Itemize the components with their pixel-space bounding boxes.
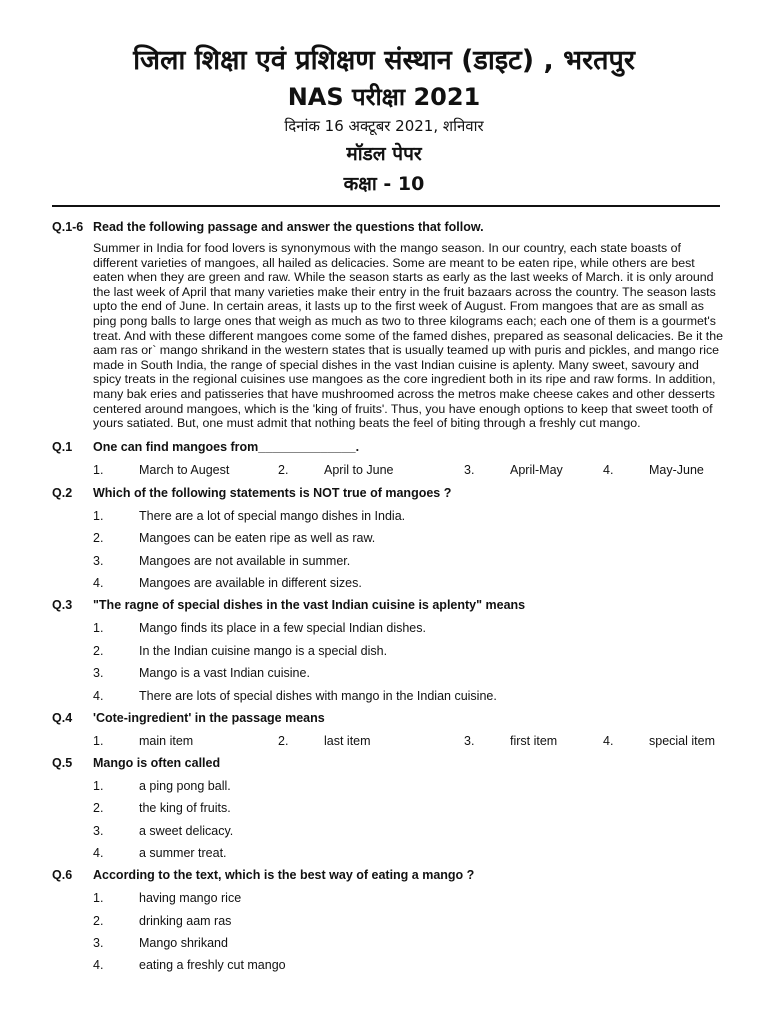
option-text: Mango is a vast Indian cuisine. bbox=[139, 666, 310, 680]
question-text: 'Cote-ingredient' in the passage means bbox=[93, 711, 325, 725]
option-text: April-May bbox=[510, 463, 563, 477]
option-text: having mango rice bbox=[139, 891, 242, 905]
option-number: 2. bbox=[93, 914, 104, 928]
question-number: Q.5 bbox=[52, 756, 73, 770]
passage-instruction: Read the following passage and answer the questions that follow. bbox=[93, 220, 484, 234]
option-number: 1. bbox=[93, 621, 104, 635]
option-text: There are a lot of special mango dishes in India. bbox=[139, 509, 406, 523]
paper-type: मॉडल पेपर bbox=[346, 143, 422, 165]
option-text: a ping pong ball. bbox=[139, 779, 231, 793]
header-divider bbox=[52, 205, 720, 207]
option-text: May-June bbox=[649, 463, 704, 477]
option-text: drinking aam ras bbox=[139, 914, 232, 928]
question-number: Q.2 bbox=[52, 486, 73, 500]
option-number: 2. bbox=[278, 734, 289, 748]
option-text: main item bbox=[139, 734, 194, 748]
option-number: 4. bbox=[93, 846, 104, 860]
option-number: 2. bbox=[93, 644, 104, 658]
option-number: 1. bbox=[93, 891, 104, 905]
option-text: last item bbox=[324, 734, 371, 748]
option-text: a summer treat. bbox=[139, 846, 227, 860]
question-text: Which of the following statements is NOT true of mangoes ? bbox=[93, 486, 452, 500]
option-number: 1. bbox=[93, 509, 104, 523]
question-number: Q.4 bbox=[52, 711, 73, 725]
option-text: Mangoes are available in different sizes. bbox=[139, 576, 362, 590]
option-text: April to June bbox=[324, 463, 394, 477]
class-label: कक्षा - 10 bbox=[343, 173, 425, 195]
option-text: Mangoes can be eaten ripe as well as raw. bbox=[139, 531, 376, 545]
option-text: There are lots of special dishes with mango in the Indian cuisine. bbox=[139, 689, 497, 703]
question-text: According to the text, which is the best way of eating a mango ? bbox=[93, 868, 475, 882]
passage-text: Summer in India for food lovers is synonymous with the mango season. In our country, each state boasts of different varieties of mangoes, all hailed as delicacies. Some are meant to be eaten ripe, while others are best eaten when they are green and raw. While the season starts as early as the last weeks of March. it is only around the last week of April that many varieties make their entry in the fruit bazaars across the country. The season lasts upto the end of June. In certain areas, it lasts up to the first week of August. From mangoes that are as small as ping pong balls to large ones that weigh as much as two to three kilograms each; each one of them is a gourmet's treat. And with these different mangoes come some of the famed dishes, prepared as seasonal delicacies. Be it the aam ras or` mango shrikand in the western states that is usually teamed up with puris and pickles, and mango rice made in South India, the range of special dishes in the vast Indian cuisine is aplenty. Many sweet, savoury and spicy treats in the regional cuisines use mangoes as the core ingredient both in its ripe and raw forms. In addition, many bak eries and patisseries that have mushroomed across the metros make cheese cakes and other desserts centered around mangoes, which is the 'king of fruits'. Thus, you have enough options to keep that sweet tooth of yours satiated. But, one must admit that nothing beats the feel of biting through a freshly cut mango. bbox=[93, 241, 723, 431]
question-number: Q.6 bbox=[52, 868, 73, 882]
option-number: 4. bbox=[93, 689, 104, 703]
option-number: 4. bbox=[93, 576, 104, 590]
option-text: Mangoes are not available in summer. bbox=[139, 554, 351, 568]
option-number: 2. bbox=[93, 531, 104, 545]
option-number: 4. bbox=[93, 958, 104, 972]
option-number: 3. bbox=[464, 463, 475, 477]
institute-title: जिला शिक्षा एवं प्रशिक्षण संस्थान (डाइट) , भरतपुर bbox=[133, 45, 635, 76]
option-number: 4. bbox=[603, 463, 614, 477]
option-number: 3. bbox=[93, 666, 104, 680]
question-number: Q.3 bbox=[52, 598, 73, 612]
exam-date: दिनांक 16 अक्टूबर 2021, शनिवार bbox=[284, 117, 484, 135]
option-text: Mango finds its place in a few special Indian dishes. bbox=[139, 621, 426, 635]
option-number: 4. bbox=[603, 734, 614, 748]
option-number: 3. bbox=[93, 936, 104, 950]
option-text: eating a freshly cut mango bbox=[139, 958, 286, 972]
exam-title: NAS परीक्षा 2021 bbox=[287, 83, 481, 111]
question-number: Q.1 bbox=[52, 440, 73, 454]
option-text: Mango shrikand bbox=[139, 936, 228, 950]
option-text: first item bbox=[510, 734, 558, 748]
option-text: In the Indian cuisine mango is a special dish. bbox=[139, 644, 388, 658]
option-text: March to Augest bbox=[139, 463, 230, 477]
option-text: the king of fruits. bbox=[139, 801, 231, 815]
question-text: One can find mangoes from______________. bbox=[93, 440, 360, 454]
option-number: 1. bbox=[93, 779, 104, 793]
option-number: 3. bbox=[464, 734, 475, 748]
option-number: 1. bbox=[93, 463, 104, 477]
option-number: 3. bbox=[93, 554, 104, 568]
option-text: a sweet delicacy. bbox=[139, 824, 234, 838]
option-text: special item bbox=[649, 734, 715, 748]
passage-number: Q.1-6 bbox=[52, 220, 84, 234]
option-number: 2. bbox=[278, 463, 289, 477]
option-number: 1. bbox=[93, 734, 104, 748]
question-text: Mango is often called bbox=[93, 756, 221, 770]
option-number: 3. bbox=[93, 824, 104, 838]
question-text: "The ragne of special dishes in the vast Indian cuisine is aplenty" means bbox=[93, 598, 526, 612]
option-number: 2. bbox=[93, 801, 104, 815]
